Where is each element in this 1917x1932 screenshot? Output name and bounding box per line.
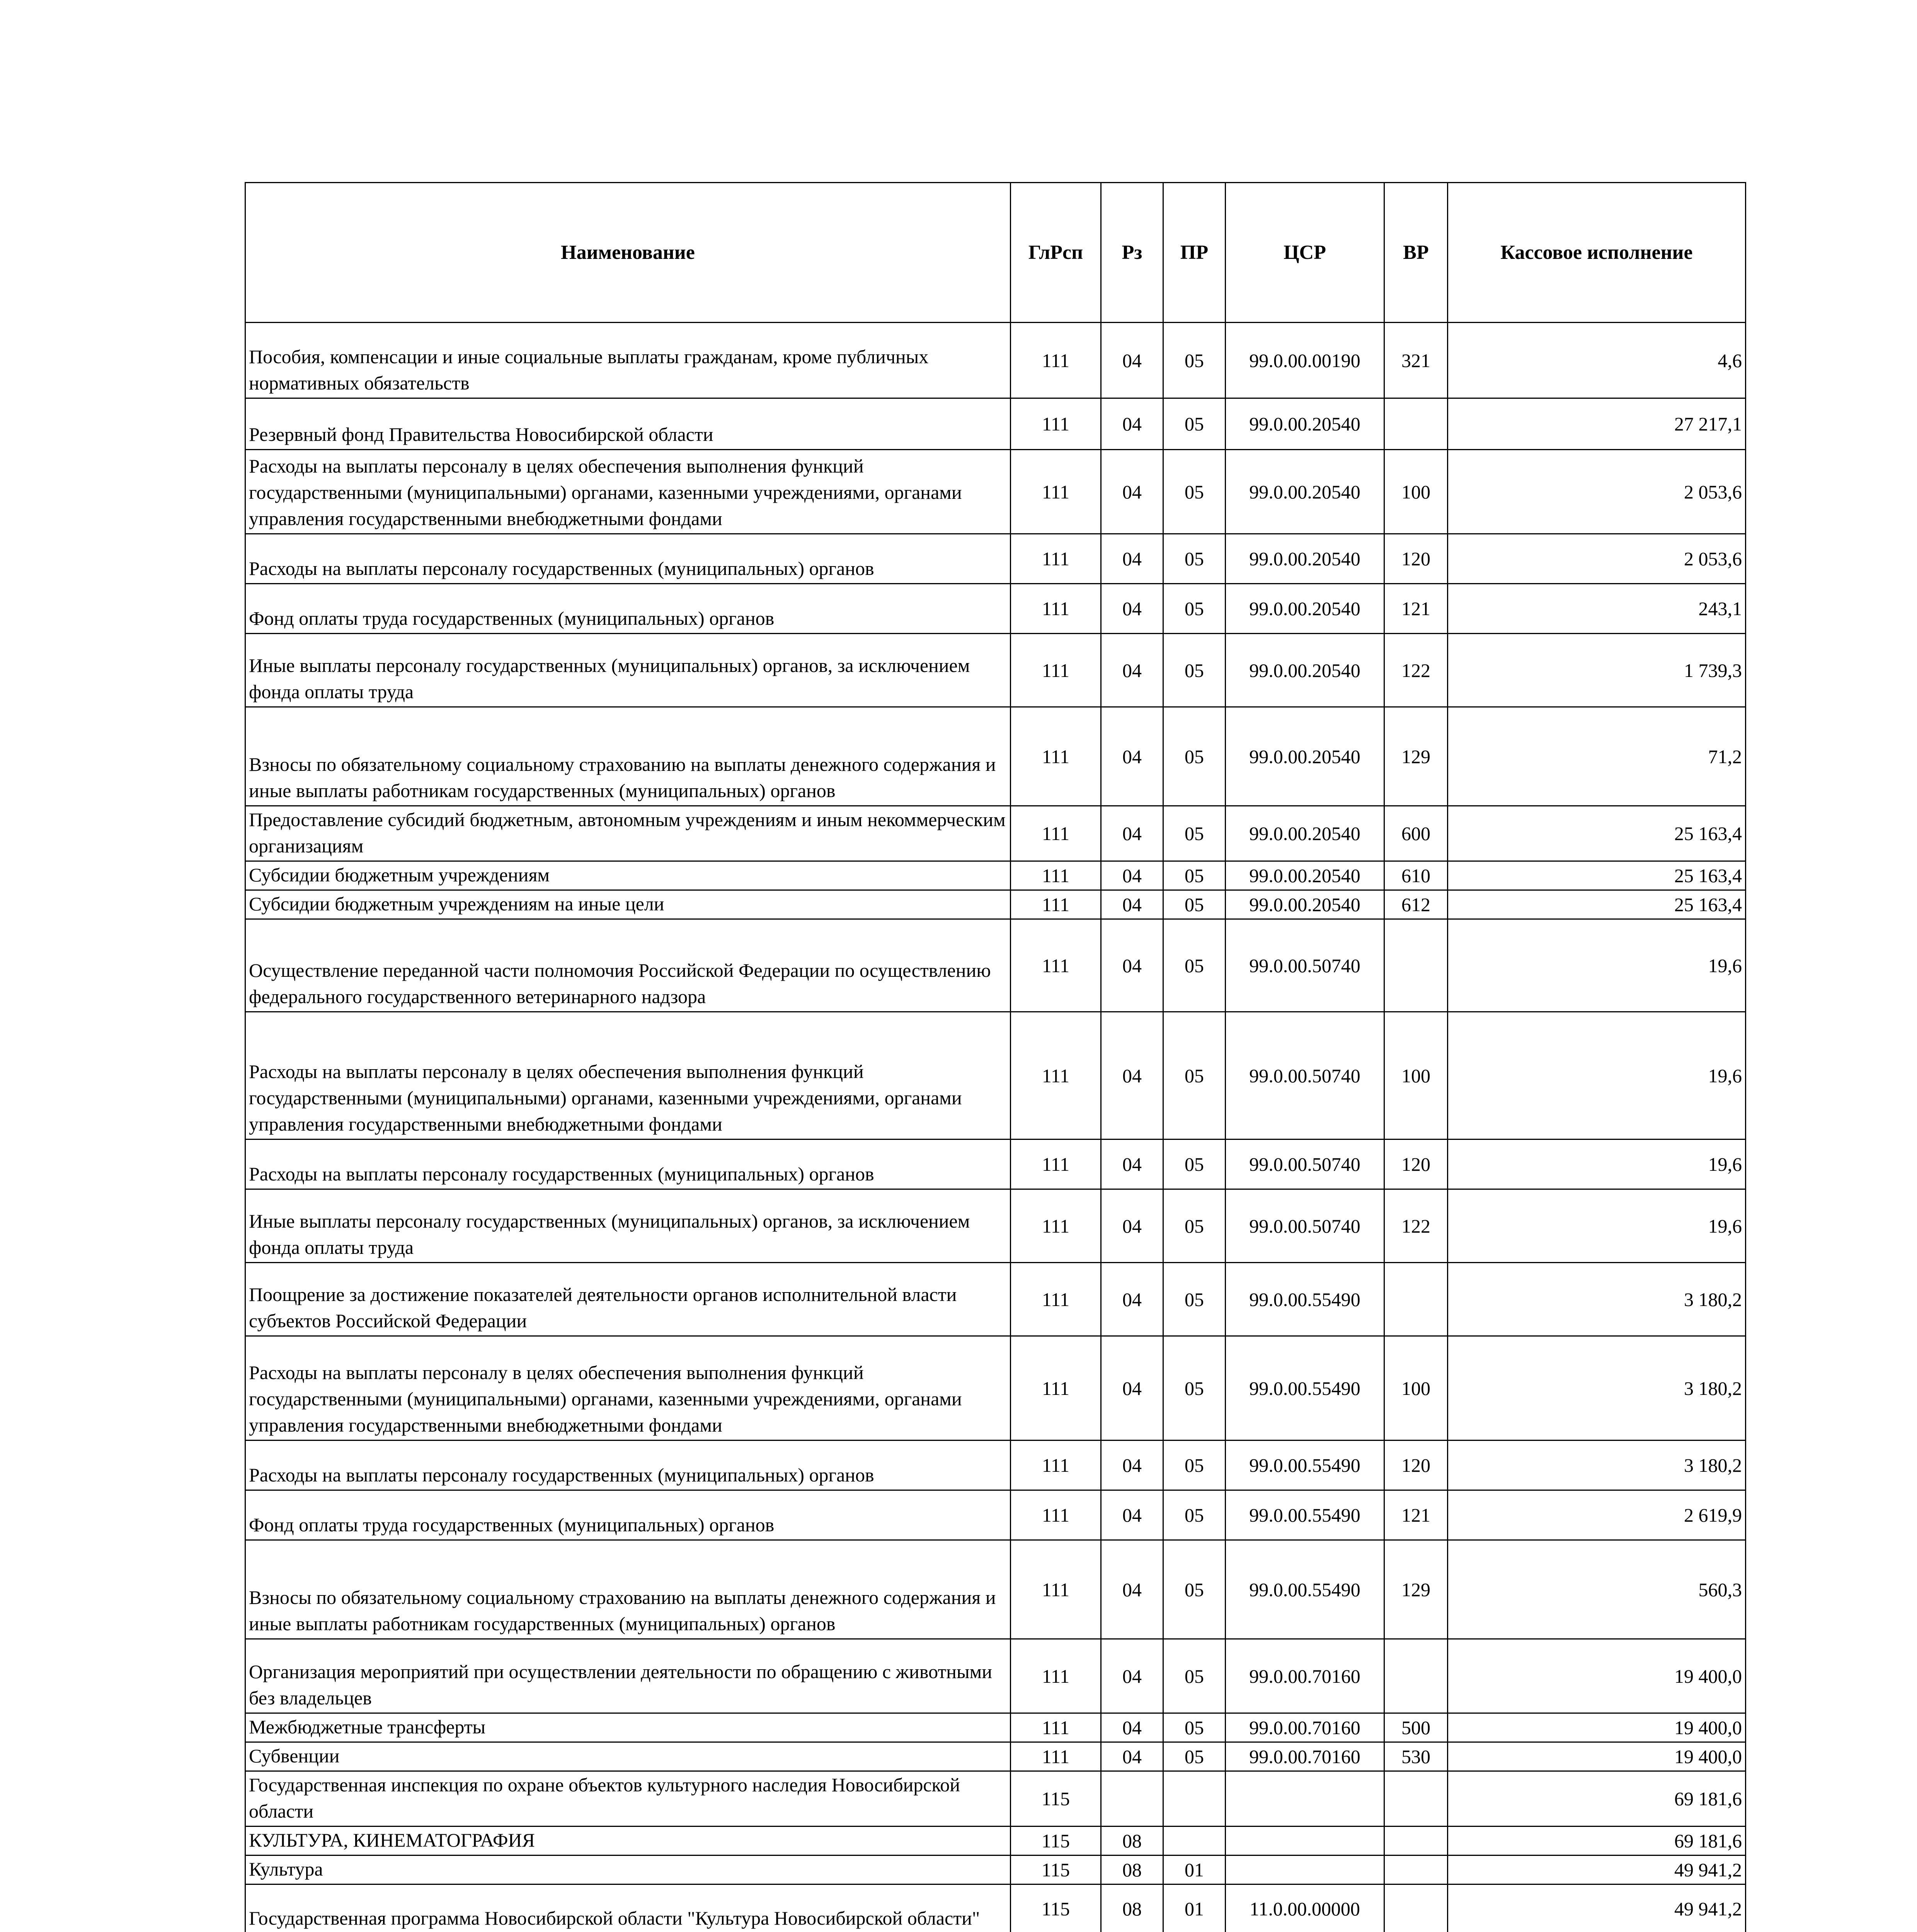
cell-name: Взносы по обязательному социальному страхованию на выплаты денежного содержания и иные выплаты работникам государственных (муниципальных) органов <box>245 707 1011 806</box>
cell-amount: 25 163,4 <box>1448 806 1746 861</box>
cell-glrsp: 111 <box>1011 398 1101 450</box>
cell-amount: 19,6 <box>1448 919 1746 1012</box>
cell-amount: 2 619,9 <box>1448 1490 1746 1540</box>
table-row <box>245 919 1746 1012</box>
cell-name: Организация мероприятий при осуществлении деятельности по обращению с животными без владельцев <box>245 1639 1011 1713</box>
table-row <box>245 1139 1746 1189</box>
cell-pr: 05 <box>1163 1189 1226 1263</box>
cell-amount: 2 053,6 <box>1448 450 1746 534</box>
table-row <box>245 450 1746 534</box>
cell-rz: 04 <box>1101 1490 1163 1540</box>
table-row <box>245 1855 1746 1884</box>
cell-rz: 04 <box>1101 1440 1163 1490</box>
cell-pr: 05 <box>1163 398 1226 450</box>
cell-pr: 05 <box>1163 1263 1226 1336</box>
cell-name: Взносы по обязательному социальному страхованию на выплаты денежного содержания и иные выплаты работникам государственных (муниципальных) органов <box>245 1540 1011 1639</box>
cell-rz: 04 <box>1101 534 1163 584</box>
cell-csr: 99.0.00.70160 <box>1226 1742 1384 1771</box>
cell-pr: 05 <box>1163 534 1226 584</box>
cell-amount: 2 053,6 <box>1448 534 1746 584</box>
cell-glrsp: 111 <box>1011 1713 1101 1742</box>
cell-pr: 05 <box>1163 1490 1226 1540</box>
cell-rz: 04 <box>1101 398 1163 450</box>
cell-amount: 25 163,4 <box>1448 861 1746 890</box>
cell-name: Осуществление переданной части полномочия Российской Федерации по осуществлению федерального государственного ветеринарного надзора <box>245 919 1011 1012</box>
cell-csr: 99.0.00.55490 <box>1226 1263 1384 1336</box>
cell-pr: 05 <box>1163 323 1226 398</box>
cell-amount: 49 941,2 <box>1448 1855 1746 1884</box>
table-body <box>245 323 1746 1932</box>
cell-name: Фонд оплаты труда государственных (муниципальных) органов <box>245 1490 1011 1540</box>
cell-name: Расходы на выплаты персоналу в целях обеспечения выполнения функций государственными (муниципальными) органами, казенными учреждениями, органами управления государственными внебюджетными фондами <box>245 1012 1011 1139</box>
cell-vr: 121 <box>1384 584 1448 634</box>
cell-glrsp: 111 <box>1011 1012 1101 1139</box>
cell-name: Межбюджетные трансферты <box>245 1713 1011 1742</box>
cell-amount: 25 163,4 <box>1448 890 1746 919</box>
table-row <box>245 1639 1746 1713</box>
cell-pr: 05 <box>1163 890 1226 919</box>
cell-name: Расходы на выплаты персоналу в целях обеспечения выполнения функций государственными (муниципальными) органами, казенными учреждениями, органами управления государственными внебюджетными фондами <box>245 450 1011 534</box>
table-row <box>245 1189 1746 1263</box>
cell-vr: 120 <box>1384 1139 1448 1189</box>
cell-rz: 08 <box>1101 1884 1163 1932</box>
cell-rz: 04 <box>1101 1189 1163 1263</box>
cell-pr: 05 <box>1163 1440 1226 1490</box>
cell-pr: 05 <box>1163 1713 1226 1742</box>
cell-amount: 3 180,2 <box>1448 1336 1746 1440</box>
cell-csr: 99.0.00.20540 <box>1226 806 1384 861</box>
cell-glrsp: 111 <box>1011 1189 1101 1263</box>
cell-csr: 99.0.00.55490 <box>1226 1440 1384 1490</box>
cell-pr: 01 <box>1163 1884 1226 1932</box>
cell-glrsp: 111 <box>1011 634 1101 707</box>
cell-glrsp: 111 <box>1011 1336 1101 1440</box>
cell-glrsp: 111 <box>1011 919 1101 1012</box>
cell-amount: 243,1 <box>1448 584 1746 634</box>
header-amount: Кассовое исполнение <box>1448 183 1746 323</box>
cell-name: Субвенции <box>245 1742 1011 1771</box>
cell-vr: 129 <box>1384 1540 1448 1639</box>
cell-name: КУЛЬТУРА, КИНЕМАТОГРАФИЯ <box>245 1827 1011 1855</box>
header-csr: ЦСР <box>1226 183 1384 323</box>
cell-vr <box>1384 1639 1448 1713</box>
cell-csr: 99.0.00.20540 <box>1226 584 1384 634</box>
cell-glrsp: 115 <box>1011 1884 1101 1932</box>
cell-csr <box>1226 1855 1384 1884</box>
cell-csr: 99.0.00.20540 <box>1226 861 1384 890</box>
cell-csr <box>1226 1771 1384 1827</box>
table-row <box>245 1827 1746 1855</box>
cell-vr: 500 <box>1384 1713 1448 1742</box>
cell-pr: 05 <box>1163 1540 1226 1639</box>
cell-rz: 04 <box>1101 450 1163 534</box>
cell-vr <box>1384 398 1448 450</box>
cell-vr <box>1384 1827 1448 1855</box>
cell-rz <box>1101 1771 1163 1827</box>
cell-amount: 3 180,2 <box>1448 1440 1746 1490</box>
cell-csr: 99.0.00.20540 <box>1226 890 1384 919</box>
cell-glrsp: 111 <box>1011 323 1101 398</box>
cell-glrsp: 111 <box>1011 806 1101 861</box>
cell-amount: 69 181,6 <box>1448 1827 1746 1855</box>
cell-glrsp: 111 <box>1011 1490 1101 1540</box>
cell-csr: 99.0.00.50740 <box>1226 919 1384 1012</box>
cell-glrsp: 111 <box>1011 1639 1101 1713</box>
cell-name: Фонд оплаты труда государственных (муниципальных) органов <box>245 584 1011 634</box>
cell-rz: 04 <box>1101 890 1163 919</box>
cell-name: Субсидии бюджетным учреждениям на иные цели <box>245 890 1011 919</box>
cell-rz: 04 <box>1101 1263 1163 1336</box>
table-row <box>245 1742 1746 1771</box>
cell-vr: 530 <box>1384 1742 1448 1771</box>
cell-rz: 04 <box>1101 323 1163 398</box>
cell-rz: 04 <box>1101 1540 1163 1639</box>
cell-csr: 99.0.00.20540 <box>1226 634 1384 707</box>
cell-glrsp: 111 <box>1011 584 1101 634</box>
budget-table <box>245 182 1746 1932</box>
cell-vr <box>1384 919 1448 1012</box>
cell-amount: 1 739,3 <box>1448 634 1746 707</box>
cell-pr: 05 <box>1163 1139 1226 1189</box>
cell-csr: 99.0.00.50740 <box>1226 1012 1384 1139</box>
cell-pr: 05 <box>1163 1336 1226 1440</box>
cell-amount: 71,2 <box>1448 707 1746 806</box>
cell-name: Расходы на выплаты персоналу государственных (муниципальных) органов <box>245 1139 1011 1189</box>
cell-amount: 69 181,6 <box>1448 1771 1746 1827</box>
cell-csr: 99.0.00.00190 <box>1226 323 1384 398</box>
cell-amount: 19,6 <box>1448 1189 1746 1263</box>
cell-csr: 99.0.00.50740 <box>1226 1139 1384 1189</box>
table-row <box>245 1540 1746 1639</box>
header-pr: ПР <box>1163 183 1226 323</box>
cell-csr: 99.0.00.55490 <box>1226 1490 1384 1540</box>
cell-vr <box>1384 1263 1448 1336</box>
cell-rz: 04 <box>1101 1742 1163 1771</box>
cell-glrsp: 111 <box>1011 1139 1101 1189</box>
cell-amount: 3 180,2 <box>1448 1263 1746 1336</box>
table-row <box>245 323 1746 398</box>
cell-csr: 99.0.00.55490 <box>1226 1540 1384 1639</box>
cell-csr: 99.0.00.55490 <box>1226 1336 1384 1440</box>
header-name: Наименование <box>245 183 1011 323</box>
cell-vr <box>1384 1771 1448 1827</box>
cell-csr: 99.0.00.20540 <box>1226 398 1384 450</box>
cell-vr <box>1384 1884 1448 1932</box>
cell-csr: 99.0.00.70160 <box>1226 1639 1384 1713</box>
cell-rz: 04 <box>1101 806 1163 861</box>
cell-glrsp: 115 <box>1011 1827 1101 1855</box>
cell-vr: 100 <box>1384 450 1448 534</box>
table-row <box>245 861 1746 890</box>
table-row <box>245 1336 1746 1440</box>
cell-pr: 05 <box>1163 707 1226 806</box>
cell-rz: 04 <box>1101 1639 1163 1713</box>
cell-glrsp: 111 <box>1011 1540 1101 1639</box>
cell-glrsp: 111 <box>1011 1440 1101 1490</box>
cell-name: Резервный фонд Правительства Новосибирской области <box>245 398 1011 450</box>
cell-vr: 321 <box>1384 323 1448 398</box>
table-row <box>245 634 1746 707</box>
cell-rz: 04 <box>1101 584 1163 634</box>
header-row <box>245 183 1746 323</box>
cell-name: Государственная программа Новосибирской области "Культура Новосибирской области" <box>245 1884 1011 1932</box>
cell-glrsp: 111 <box>1011 861 1101 890</box>
cell-csr: 99.0.00.70160 <box>1226 1713 1384 1742</box>
cell-vr: 100 <box>1384 1336 1448 1440</box>
cell-amount: 4,6 <box>1448 323 1746 398</box>
cell-vr: 129 <box>1384 707 1448 806</box>
table-row <box>245 1713 1746 1742</box>
cell-glrsp: 111 <box>1011 1263 1101 1336</box>
table-row <box>245 890 1746 919</box>
cell-amount: 49 941,2 <box>1448 1884 1746 1932</box>
cell-pr: 05 <box>1163 450 1226 534</box>
cell-vr: 121 <box>1384 1490 1448 1540</box>
cell-vr: 600 <box>1384 806 1448 861</box>
cell-pr: 05 <box>1163 806 1226 861</box>
cell-glrsp: 111 <box>1011 890 1101 919</box>
cell-pr: 05 <box>1163 1012 1226 1139</box>
cell-amount: 19,6 <box>1448 1012 1746 1139</box>
cell-pr: 05 <box>1163 1639 1226 1713</box>
table-row <box>245 707 1746 806</box>
cell-name: Иные выплаты персоналу государственных (муниципальных) органов, за исключением фонда оплаты труда <box>245 634 1011 707</box>
cell-pr <box>1163 1827 1226 1855</box>
cell-glrsp: 111 <box>1011 1742 1101 1771</box>
cell-rz: 04 <box>1101 919 1163 1012</box>
cell-vr: 612 <box>1384 890 1448 919</box>
cell-csr: 99.0.00.20540 <box>1226 534 1384 584</box>
cell-glrsp: 115 <box>1011 1771 1101 1827</box>
cell-name: Пособия, компенсации и иные социальные выплаты гражданам, кроме публичных нормативных обязательств <box>245 323 1011 398</box>
cell-vr: 610 <box>1384 861 1448 890</box>
cell-rz: 08 <box>1101 1855 1163 1884</box>
cell-name: Культура <box>245 1855 1011 1884</box>
cell-rz: 04 <box>1101 1012 1163 1139</box>
cell-pr: 05 <box>1163 919 1226 1012</box>
header-glrsp: ГлРсп <box>1011 183 1101 323</box>
cell-amount: 19 400,0 <box>1448 1742 1746 1771</box>
cell-vr: 100 <box>1384 1012 1448 1139</box>
cell-amount: 27 217,1 <box>1448 398 1746 450</box>
cell-amount: 19 400,0 <box>1448 1713 1746 1742</box>
cell-glrsp: 115 <box>1011 1855 1101 1884</box>
cell-pr: 05 <box>1163 1742 1226 1771</box>
cell-amount: 19 400,0 <box>1448 1639 1746 1713</box>
cell-pr <box>1163 1771 1226 1827</box>
table-row <box>245 398 1746 450</box>
cell-csr: 99.0.00.50740 <box>1226 1189 1384 1263</box>
cell-name: Предоставление субсидий бюджетным, автономным учреждениям и иным некоммерческим организациям <box>245 806 1011 861</box>
table-row <box>245 1263 1746 1336</box>
cell-rz: 04 <box>1101 1336 1163 1440</box>
cell-vr: 120 <box>1384 534 1448 584</box>
table-row <box>245 1884 1746 1932</box>
cell-rz: 04 <box>1101 707 1163 806</box>
table-row <box>245 1012 1746 1139</box>
table-row <box>245 584 1746 634</box>
cell-name: Поощрение за достижение показателей деятельности органов исполнительной власти субъектов Российской Федерации <box>245 1263 1011 1336</box>
cell-glrsp: 111 <box>1011 450 1101 534</box>
cell-csr: 11.0.00.00000 <box>1226 1884 1384 1932</box>
cell-rz: 04 <box>1101 1139 1163 1189</box>
cell-name: Расходы на выплаты персоналу государственных (муниципальных) органов <box>245 534 1011 584</box>
cell-vr: 122 <box>1384 634 1448 707</box>
header-rz: Рз <box>1101 183 1163 323</box>
cell-rz: 04 <box>1101 1713 1163 1742</box>
cell-name: Расходы на выплаты персоналу государственных (муниципальных) органов <box>245 1440 1011 1490</box>
cell-name: Государственная инспекция по охране объектов культурного наследия Новосибирской области <box>245 1771 1011 1827</box>
cell-pr: 05 <box>1163 634 1226 707</box>
table-row <box>245 1490 1746 1540</box>
cell-csr <box>1226 1827 1384 1855</box>
header-vr: ВР <box>1384 183 1448 323</box>
table-row <box>245 806 1746 861</box>
table-row <box>245 1771 1746 1827</box>
cell-amount: 19,6 <box>1448 1139 1746 1189</box>
table-row <box>245 1440 1746 1490</box>
cell-csr: 99.0.00.20540 <box>1226 450 1384 534</box>
cell-glrsp: 111 <box>1011 534 1101 584</box>
cell-glrsp: 111 <box>1011 707 1101 806</box>
table-row <box>245 534 1746 584</box>
cell-pr: 01 <box>1163 1855 1226 1884</box>
cell-name: Иные выплаты персоналу государственных (муниципальных) органов, за исключением фонда оплаты труда <box>245 1189 1011 1263</box>
cell-vr: 122 <box>1384 1189 1448 1263</box>
cell-rz: 04 <box>1101 634 1163 707</box>
cell-name: Субсидии бюджетным учреждениям <box>245 861 1011 890</box>
cell-vr <box>1384 1855 1448 1884</box>
cell-amount: 560,3 <box>1448 1540 1746 1639</box>
cell-vr: 120 <box>1384 1440 1448 1490</box>
cell-csr: 99.0.00.20540 <box>1226 707 1384 806</box>
cell-rz: 08 <box>1101 1827 1163 1855</box>
cell-rz: 04 <box>1101 861 1163 890</box>
cell-pr: 05 <box>1163 584 1226 634</box>
cell-pr: 05 <box>1163 861 1226 890</box>
cell-name: Расходы на выплаты персоналу в целях обеспечения выполнения функций государственными (муниципальными) органами, казенными учреждениями, органами управления государственными внебюджетными фондами <box>245 1336 1011 1440</box>
